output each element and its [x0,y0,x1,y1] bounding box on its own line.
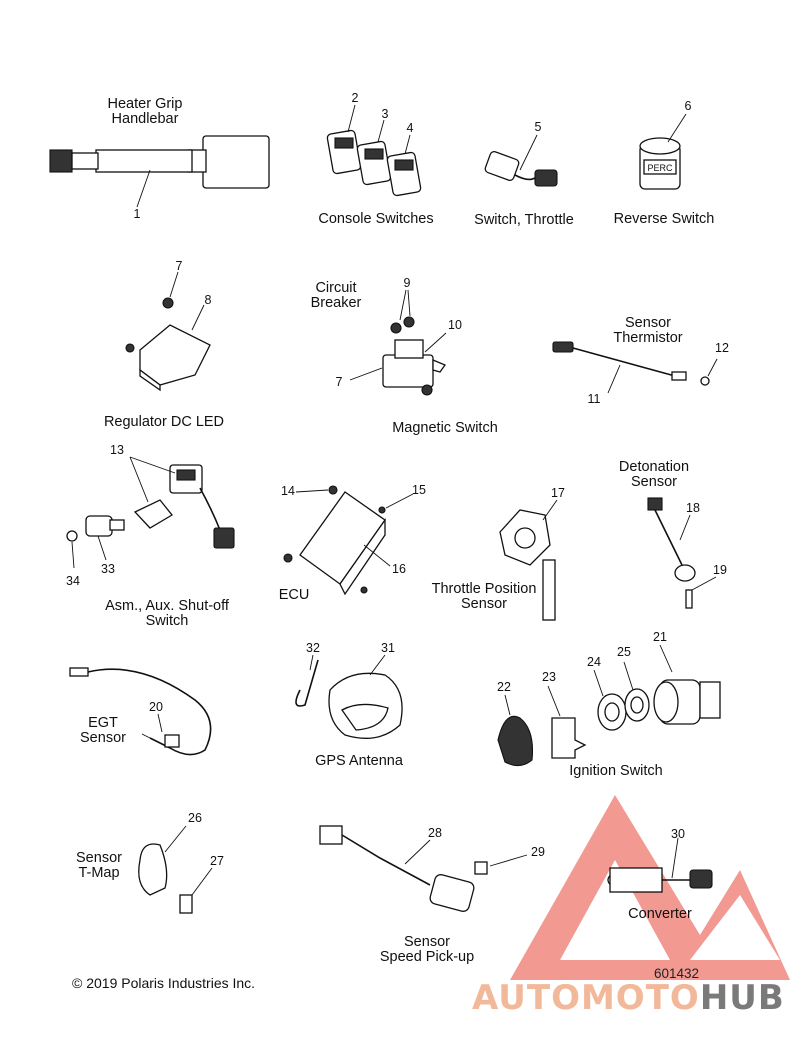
label-sensor-thermistor: Sensor Thermistor [613,315,683,346]
callout-26: 26 [188,811,202,825]
callout-15: 15 [412,483,426,497]
aux-shutoff-part [67,457,234,568]
label-gps: GPS Antenna [315,753,403,769]
callout-9: 9 [403,276,411,290]
callout-31: 31 [381,641,395,655]
callout-8: 8 [204,293,212,307]
callout-17: 17 [551,486,565,500]
throttle-switch-part [484,135,557,186]
thermistor-part [553,342,717,393]
callout-24: 24 [587,655,601,669]
watermark-part2: HUB [699,978,785,1018]
heater-grip-part [50,136,269,207]
label-magnetic-switch: Magnetic Switch [392,420,498,436]
callout-13: 13 [110,443,124,457]
label-speed-pickup: Sensor Speed Pick-up [379,934,475,965]
callout-12: 12 [715,341,729,355]
callout-27: 27 [210,854,224,868]
label-switch-throttle: Switch, Throttle [474,212,574,228]
label-reverse-switch: Reverse Switch [613,211,715,227]
callout-33: 33 [101,562,115,576]
tmap-sensor-part [139,826,212,913]
label-console-switches: Console Switches [318,211,434,227]
callout-5: 5 [534,120,542,134]
regulator-part [126,272,210,390]
callout-34: 34 [66,574,80,588]
label-tmap: Sensor T-Map [76,850,122,881]
callout-7-magnetic: 7 [335,375,343,389]
copyright-text: © 2019 Polaris Industries Inc. [72,975,256,991]
label-ignition: Ignition Switch [569,763,663,779]
callout-4: 4 [406,121,414,135]
label-converter: Converter [628,906,692,922]
callout-30: 30 [671,827,685,841]
callout-21: 21 [653,630,667,644]
callout-14: 14 [281,484,295,498]
reverse-switch-perc-text: PERC [647,163,673,173]
callout-25: 25 [617,645,631,659]
label-ecu: ECU [278,587,310,603]
label-heater-grip: Heater Grip Handlebar [107,96,183,127]
ecu-part [284,486,413,594]
callout-20: 20 [149,700,163,714]
watermark-text [472,978,785,1018]
callout-2: 2 [351,91,359,105]
callout-7-regulator: 7 [175,259,183,273]
callout-32: 32 [306,641,320,655]
ignition-switch-part [498,645,720,766]
callout-19: 19 [713,563,727,577]
callout-28: 28 [428,826,442,840]
callout-29: 29 [531,845,545,859]
label-aux-shutoff: Asm., Aux. Shut-off Switch [105,598,229,629]
callout-22: 22 [497,680,511,694]
diagram-number: 601432 [654,966,700,981]
reverse-switch-part [640,114,686,189]
label-regulator: Regulator DC LED [103,414,225,430]
callout-23: 23 [542,670,556,684]
label-throttle-position: Throttle Position Sensor [431,581,537,612]
callout-16: 16 [392,562,406,576]
callout-18: 18 [686,501,700,515]
gps-antenna-part [296,655,402,738]
callout-1: 1 [133,207,141,221]
callout-6: 6 [684,99,692,113]
callout-11: 11 [587,392,601,406]
label-circuit-breaker: Circuit Breaker [310,280,362,311]
watermark-part1: AUTOMOTO [472,978,700,1018]
callout-3: 3 [381,107,389,121]
label-egt: EGT Sensor [80,715,126,746]
label-detonation: Detonation Sensor [618,459,690,490]
callout-10: 10 [448,318,462,332]
